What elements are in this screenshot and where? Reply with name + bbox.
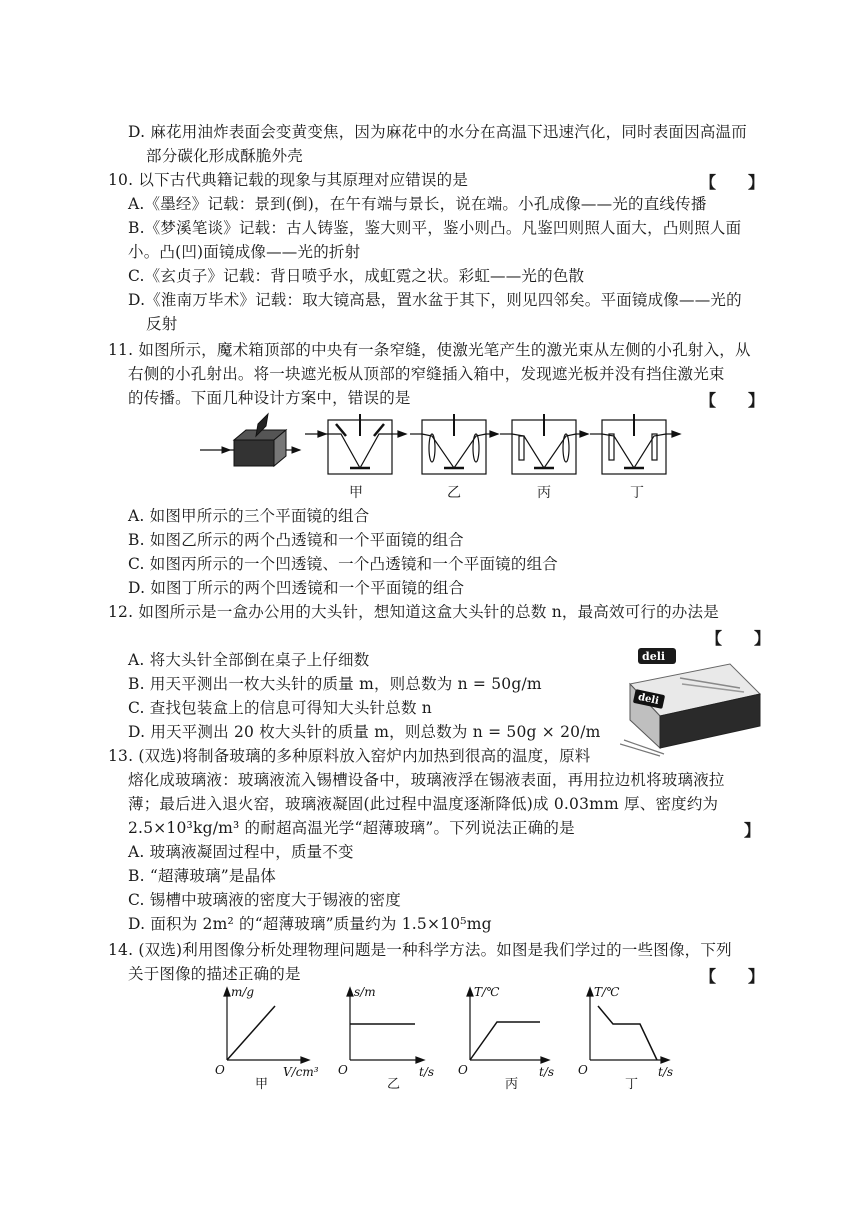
q9-option-d-line2: 部分碳化形成酥脆外壳: [146, 147, 304, 165]
q11-option-c: C. 如图丙所示的一个凹透镜、一个凸透镜和一个平面镜的组合: [128, 555, 558, 573]
q11-option-d: D. 如图丁所示的两个凹透镜和一个平面镜的组合: [128, 579, 465, 597]
q13-stem-line4: 2.5×10³kg/m³ 的耐超高温光学“超薄玻璃”。下列说法正确的是: [128, 819, 575, 837]
q11-option-b: B. 如图乙所示的两个凸透镜和一个平面镜的组合: [128, 531, 464, 549]
diagram-yi: [410, 414, 498, 474]
graph-yi: [347, 988, 424, 1063]
q10-option-b-line2: 小。凸(凹)面镜成像——光的折射: [128, 243, 361, 261]
q13-stem-line1: 13. (双选)将制备玻璃的多种原料放入窑炉内加热到很高的温度，原料: [108, 747, 591, 765]
q11-label-ding: 丁: [630, 485, 644, 501]
graph-jia-xlabel: V/cm³: [283, 1065, 319, 1079]
q11-label-bing: 丙: [537, 485, 551, 501]
q11-answer-bracket: 【 】: [700, 391, 765, 410]
graph-bing-ylabel: T/℃: [474, 985, 500, 999]
q10-option-d-line2: 反射: [146, 315, 178, 333]
q11-stem-line3: 的传播。下面几种设计方案中，错误的是: [128, 389, 411, 407]
graph-yi-caption: 乙: [387, 1077, 401, 1092]
magic-box-illustration: [200, 414, 300, 466]
q13-option-b: B. “超薄玻璃”是晶体: [128, 867, 276, 885]
q10-option-d-line1: D.《淮南万毕术》记载：取大镜高悬，置水盆于其下，则见四邻矣。平面镜成像——光的: [128, 291, 742, 309]
graph-bing: [467, 988, 549, 1063]
box-brand-text-top: deli: [642, 650, 666, 663]
graph-jia-ylabel: m/g: [231, 985, 255, 999]
pin-box-image: [620, 644, 770, 760]
q9-option-d-line1: D. 麻花用油炸表面会变黄变焦，因为麻花中的水分在高温下迅速汽化，同时表面因高温而: [128, 123, 747, 141]
q13-option-d: D. 面积为 2m² 的“超薄玻璃”质量约为 1.5×10⁵mg: [128, 915, 492, 933]
diagram-ding: [590, 414, 680, 474]
q11-stem-line1: 11. 如图所示，魔术箱顶部的中央有一条窄缝，使激光笔产生的激光束从左侧的小孔射入，从: [108, 341, 751, 359]
q11-label-jia: 甲: [349, 485, 363, 501]
box-brand-text-side: deli: [636, 691, 660, 707]
graph-jia: [224, 988, 309, 1063]
q10-option-a: A.《墨经》记载：景到(倒)，在午有端与景长，说在端。小孔成像——光的直线传播: [128, 195, 707, 213]
graph-jia-caption: 甲: [255, 1077, 269, 1092]
q10-option-b-line1: B.《梦溪笔谈》记载：古人铸鉴，鉴大则平，鉴小则凸。凡鉴凹则照人面大，凸则照人面: [128, 219, 742, 237]
q12-answer-bracket: 【 】: [706, 629, 771, 648]
q12-option-a: A. 将大头针全部倒在桌子上仔细数: [128, 651, 370, 669]
q13-option-a: A. 玻璃液凝固过程中，质量不变: [128, 843, 354, 861]
q13-answer-bracket: 】: [744, 821, 761, 840]
graph-ding-ylabel: T/℃: [594, 985, 620, 999]
graph-ding-caption: 丁: [625, 1077, 639, 1092]
q12-option-c: C. 查找包装盒上的信息可得知大头针总数 n: [128, 699, 432, 717]
graph-ding: [587, 988, 669, 1063]
graph-yi-origin: O: [338, 1063, 348, 1077]
graph-ding-origin: O: [578, 1063, 588, 1077]
q12-option-d: D. 用天平测出 20 枚大头针的质量 m，则总数为 n = 50g × 20/m: [128, 723, 601, 741]
q10-option-c: C.《玄贞子》记载：背日喷乎水，成虹霓之状。彩虹——光的色散: [128, 267, 585, 285]
diagram-bing: [500, 414, 588, 474]
graph-bing-xlabel: t/s: [539, 1065, 555, 1079]
q14-stem-line2: 关于图像的描述正确的是: [128, 965, 301, 983]
q14-stem-line1: 14. (双选)利用图像分析处理物理问题是一种科学方法。如图是我们学过的一些图像，下列: [108, 941, 732, 959]
graph-bing-caption: 丙: [505, 1077, 519, 1092]
graph-yi-xlabel: t/s: [419, 1065, 435, 1079]
q11-label-yi: 乙: [447, 485, 461, 501]
diagram-jia: [305, 414, 406, 474]
q13-stem-line3: 薄；最后进入退火窑，玻璃液凝固(此过程中温度逐渐降低)成 0.03mm 厚、密度约为: [128, 795, 719, 813]
q10-answer-bracket: 【 】: [700, 173, 765, 192]
q10-stem: 10. 以下古代典籍记载的现象与其原理对应错误的是: [108, 171, 469, 189]
q14-answer-bracket: 【 】: [700, 967, 765, 986]
q14-graphs: [205, 984, 685, 1094]
q11-option-a: A. 如图甲所示的三个平面镜的组合: [128, 507, 370, 525]
q13-option-c: C. 锡槽中玻璃液的密度大于锡液的密度: [128, 891, 401, 909]
graph-jia-origin: O: [215, 1063, 225, 1077]
q11-stem-line2: 右侧的小孔射出。将一块遮光板从顶部的窄缝插入箱中，发现遮光板并没有挡住激光束: [128, 365, 725, 383]
graph-bing-origin: O: [458, 1063, 468, 1077]
graph-ding-xlabel: t/s: [658, 1065, 674, 1079]
q13-stem-line2: 熔化成玻璃液：玻璃液流入锡槽设备中，玻璃液浮在锡液表面，再用拉边机将玻璃液拉: [128, 771, 725, 789]
q12-option-b: B. 用天平测出一枚大头针的质量 m，则总数为 n = 50g/m: [128, 675, 542, 693]
q12-stem: 12. 如图所示是一盒办公用的大头针，想知道这盒大头针的总数 n，最高效可行的办法是: [108, 603, 719, 621]
graph-yi-ylabel: s/m: [354, 985, 376, 999]
